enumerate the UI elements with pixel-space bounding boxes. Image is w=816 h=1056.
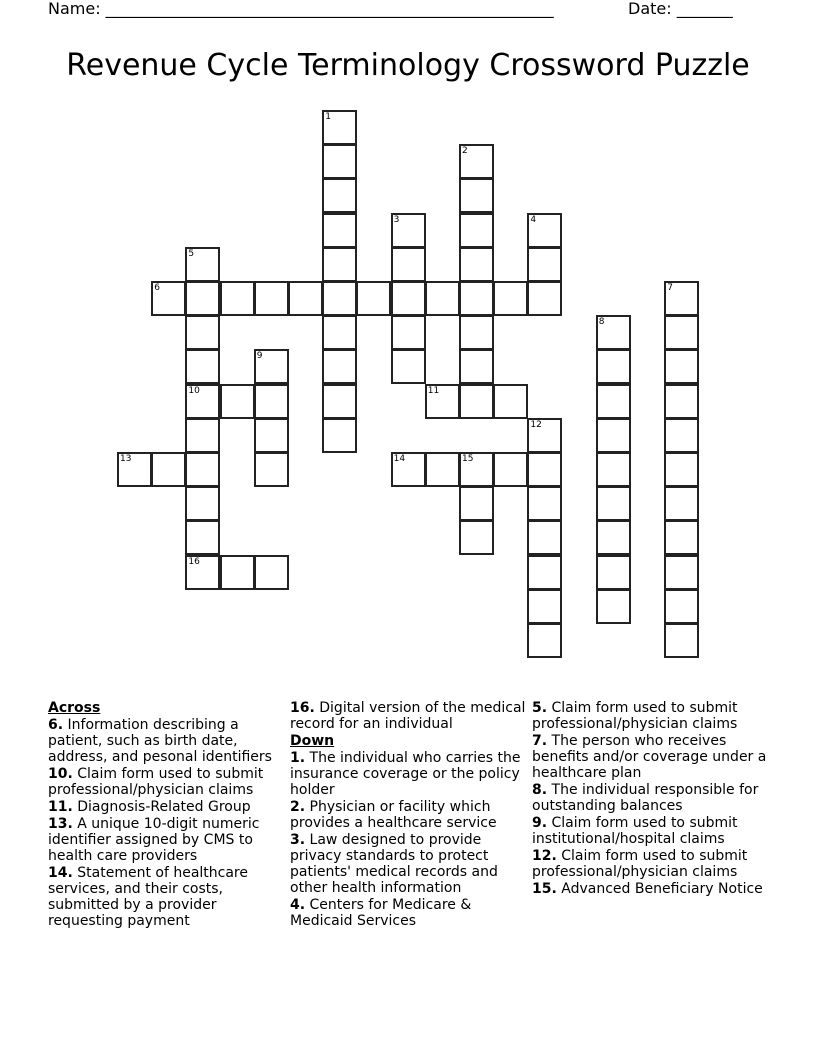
grid-cell[interactable]: [322, 315, 357, 350]
grid-cell[interactable]: [185, 281, 220, 316]
clue-text: Centers for Medicare & Medicaid Services: [290, 897, 472, 929]
clue-column-2: [290, 700, 528, 930]
grid-cell[interactable]: [664, 623, 699, 658]
clue-item: [532, 815, 772, 847]
down-clue-list-continued: [532, 700, 772, 897]
clue-number: 11.: [48, 799, 73, 815]
grid-cell[interactable]: [185, 486, 220, 521]
grid-cell[interactable]: [151, 452, 186, 487]
clue-number-label: 16: [188, 556, 200, 567]
clue-number-label: 12: [530, 419, 542, 430]
grid-cell[interactable]: [596, 349, 631, 384]
across-clue-list: [48, 717, 284, 929]
grid-cell[interactable]: [493, 384, 528, 419]
across-heading: Across: [48, 700, 101, 716]
grid-cell[interactable]: [459, 486, 494, 521]
grid-cell[interactable]: [391, 349, 426, 384]
clue-number: 13.: [48, 816, 73, 832]
grid-cell[interactable]: [596, 589, 631, 624]
grid-cell[interactable]: [493, 281, 528, 316]
grid-cell[interactable]: [322, 384, 357, 419]
clue-text: The individual who carries the insurance coverage or the policy holder: [290, 750, 521, 798]
clue-text: Claim form used to submit professional/physician claims: [532, 848, 748, 880]
across-clue-list-continued: [290, 700, 528, 732]
clue-item: [48, 816, 284, 864]
clue-number-label: 9: [256, 351, 263, 362]
clue-number: 1.: [290, 750, 306, 766]
clue-item: [290, 700, 528, 732]
grid-cell[interactable]: [596, 520, 631, 555]
grid-cell[interactable]: [459, 247, 494, 282]
grid-cell[interactable]: [254, 418, 289, 453]
grid-cell[interactable]: [185, 520, 220, 555]
grid-cell[interactable]: [596, 418, 631, 453]
clue-number: 15.: [532, 881, 557, 897]
grid-cell[interactable]: [356, 281, 391, 316]
grid-cell[interactable]: [322, 349, 357, 384]
grid-cell[interactable]: [527, 623, 562, 658]
clue-number: 5.: [532, 700, 548, 716]
clue-item: [532, 881, 772, 897]
grid-cell[interactable]: [459, 281, 494, 316]
clue-text: Digital version of the medical record for an individual: [290, 700, 526, 732]
clue-number: 2.: [290, 799, 306, 815]
clue-number-label: 6: [154, 283, 160, 293]
clue-item: [532, 848, 772, 880]
grid-cell[interactable]: [254, 452, 289, 487]
clue-column-1: [48, 700, 284, 930]
clue-number: 16.: [290, 700, 315, 716]
grid-cell[interactable]: [459, 384, 494, 419]
page-title: Revenue Cycle Terminology Crossword Puzzle: [66, 48, 750, 83]
clue-text: Information describing a patient, such as birth date, address, and pesonal identifiers: [48, 717, 272, 765]
down-heading: Down: [290, 733, 335, 749]
clue-number-label: 8: [598, 317, 605, 328]
clue-text: The person who receives benefits and/or coverage under a healthcare plan: [532, 733, 767, 781]
clue-number: 9.: [532, 815, 548, 831]
grid-cell[interactable]: [664, 418, 699, 453]
grid-cell[interactable]: [185, 349, 220, 384]
clue-number-label: 5: [188, 248, 195, 259]
clue-text: Physician or facility which provides a healthcare service: [290, 799, 497, 831]
clue-item: [290, 897, 528, 929]
clue-text: Claim form used to submit professional/physician claims: [48, 766, 264, 798]
clue-number: 6.: [48, 717, 64, 733]
grid-cell[interactable]: [527, 452, 562, 487]
clue-number-label: 2: [462, 146, 468, 157]
clue-text: Law designed to provide privacy standards to protect patients' medical records and other health information: [290, 832, 498, 896]
clue-number-label: 15: [462, 454, 474, 464]
grid-cell[interactable]: [220, 555, 255, 590]
clue-number: 14.: [48, 865, 73, 881]
grid-cell[interactable]: [664, 384, 699, 419]
grid-cell[interactable]: [425, 281, 460, 316]
grid-cell[interactable]: [220, 281, 255, 316]
grid-cell[interactable]: [220, 384, 255, 419]
clue-number: 4.: [290, 897, 306, 913]
clue-number: 7.: [532, 733, 548, 749]
grid-cell[interactable]: [322, 213, 357, 248]
clue-item: [532, 782, 772, 814]
grid-cell[interactable]: [254, 555, 289, 590]
grid-cell[interactable]: [664, 520, 699, 555]
grid-cell[interactable]: [596, 452, 631, 487]
grid-cell[interactable]: [322, 281, 357, 316]
date-field-label[interactable]: Date: _______: [628, 0, 733, 18]
clue-item: [532, 700, 772, 732]
clue-number: 12.: [532, 848, 557, 864]
grid-cell[interactable]: [664, 589, 699, 624]
clue-number-label: 7: [667, 283, 673, 293]
grid-cell[interactable]: [322, 418, 357, 453]
clue-number: 10.: [48, 766, 73, 782]
grid-cell[interactable]: [459, 178, 494, 213]
clue-item: [48, 799, 284, 815]
clue-number: 3.: [290, 832, 306, 848]
grid-cell[interactable]: [391, 247, 426, 282]
clue-number-label: 14: [393, 454, 406, 464]
grid-cell[interactable]: [288, 281, 323, 316]
grid-cell[interactable]: [527, 247, 562, 282]
clue-text: The individual responsible for outstanding balances: [532, 782, 759, 814]
grid-cell[interactable]: [322, 144, 357, 179]
grid-cell[interactable]: [254, 384, 289, 419]
clue-item: [48, 766, 284, 798]
clue-item: [532, 733, 772, 781]
clue-text: Diagnosis-Related Group: [72, 799, 251, 815]
grid-cell[interactable]: [425, 452, 460, 487]
grid-cell[interactable]: [596, 384, 631, 419]
clue-text: Claim form used to submit professional/physician claims: [532, 700, 738, 732]
clue-item: [290, 799, 528, 831]
grid-cell[interactable]: [596, 486, 631, 521]
clue-number: 8.: [532, 782, 548, 798]
down-clue-list: [290, 750, 528, 929]
clue-number-label: 3: [393, 214, 400, 225]
grid-cell[interactable]: [459, 349, 494, 384]
grid-cell[interactable]: [664, 555, 699, 590]
grid-cell[interactable]: [391, 315, 426, 350]
clue-text: Statement of healthcare services, and their costs, submitted by a provider requesting payment: [48, 865, 248, 929]
grid-cell[interactable]: [322, 247, 357, 282]
grid-cell[interactable]: [391, 281, 426, 316]
grid-cell[interactable]: [493, 452, 528, 487]
grid-cell[interactable]: [185, 418, 220, 453]
grid-cell[interactable]: [459, 315, 494, 350]
grid-cell[interactable]: [254, 281, 289, 316]
grid-cell[interactable]: [527, 589, 562, 624]
clue-text: Claim form used to submit institutional/hospital claims: [532, 815, 738, 847]
clue-item: [290, 750, 528, 798]
name-field-label[interactable]: Name: ________________________________________________________: [48, 0, 554, 18]
grid-cell[interactable]: [664, 349, 699, 384]
clue-number-label: 4: [530, 214, 537, 225]
grid-cell[interactable]: [185, 315, 220, 350]
grid-cell[interactable]: [664, 452, 699, 487]
grid-cell[interactable]: [322, 178, 357, 213]
grid-cell[interactable]: [527, 520, 562, 555]
grid-cell[interactable]: [185, 452, 220, 487]
grid-cell[interactable]: [459, 520, 494, 555]
clue-text: Advanced Beneficiary Notice: [556, 881, 763, 897]
clue-item: [48, 717, 284, 765]
clue-number-label: 10: [188, 385, 200, 396]
clue-item: [290, 832, 528, 896]
grid-cell[interactable]: [664, 486, 699, 521]
clue-item: [48, 865, 284, 929]
clue-number-label: 13: [120, 454, 132, 464]
grid-cell[interactable]: [664, 315, 699, 350]
grid-cell[interactable]: [527, 486, 562, 521]
grid-cell[interactable]: [527, 555, 562, 590]
grid-cell[interactable]: [527, 281, 562, 316]
clue-number-label: 11: [427, 385, 440, 396]
grid-cell[interactable]: [596, 555, 631, 590]
clue-text: A unique 10-digit numeric identifier assigned by CMS to health care providers: [48, 816, 260, 864]
grid-cell[interactable]: [459, 213, 494, 248]
clue-number-label: 1: [325, 112, 331, 122]
clue-column-3: [532, 700, 772, 898]
